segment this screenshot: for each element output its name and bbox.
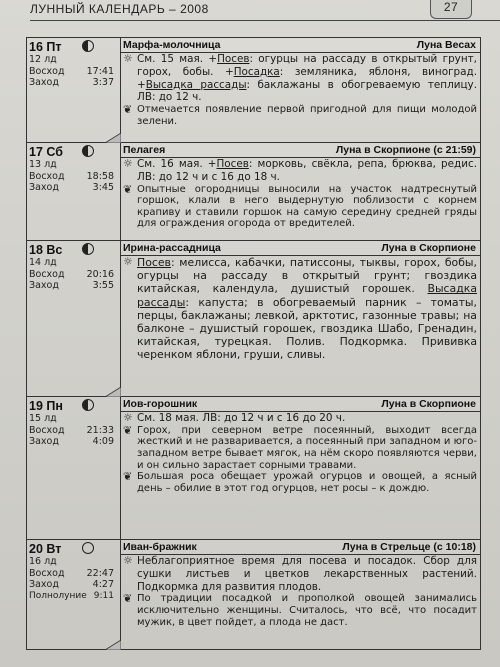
- moonrise: Восход 18:58: [29, 170, 114, 182]
- day-row: [27, 241, 481, 397]
- sun-icon: ☼: [123, 554, 133, 567]
- moonset: Заход 3:45: [29, 182, 114, 193]
- day-content-cell: [121, 540, 481, 650]
- moonset: Заход 4:09: [29, 436, 114, 447]
- day-content-cell: [121, 397, 481, 540]
- plant-icon: ❦: [123, 592, 133, 606]
- page-corner-icon: [105, 133, 121, 143]
- work-paragraph: ☼ Посев: мелисса, кабачки, патиссоны, тыквы, горох, бобы, огурцы на рассаду в открытый грунт; гвоздика китайская, календула, душистый горошек. Высадка рассады: капуста; в обогреваемый парник – томаты, перцы, баклажаны; левкой, арктотис, газонные травы; на балконе – душистый горошек, гвоздика Шабо, Гренадин, китайская, турецкая. Полив. Подкормка. Прививка черенком яблони, груши, сливы.: [123, 255, 477, 362]
- plant-icon: ❦: [123, 423, 133, 437]
- day-info-cell: [27, 38, 121, 143]
- moon-phase-icon: [82, 145, 94, 157]
- calendar-table: [26, 37, 481, 650]
- work-paragraph: ☼ Неблагоприятное время для посева и посадок. Сбор для сушки листьев и цветков лекарственных растений. Подкормка для развития плодов.: [123, 554, 477, 593]
- plant-icon: ❦: [123, 470, 133, 484]
- day-info-cell: [27, 241, 121, 397]
- day-content-cell: [121, 241, 481, 397]
- plant-icon: ❦: [123, 103, 133, 117]
- page-header: [30, 0, 500, 20]
- work-paragraph: ☼ См. 16 мая. +Посев: морковь, свёкла, репа, брюква, редис. ЛВ: до 12 ч и с 16 до 18 ч.: [123, 157, 477, 183]
- day-info-cell: [27, 540, 121, 650]
- day-label: 16 Пт: [27, 38, 120, 54]
- day-label: 18 Вс: [27, 241, 120, 257]
- lunar-day: 12 лд: [29, 54, 57, 65]
- folk-note: ❦ Опытные огородницы выносили на участок надтреснутый горшок, клали в него выдернутую поблизости с корнем крапиву и ставили горшок на самую середину средней гряды для ограждения огорода от вредителей.: [123, 182, 477, 230]
- page-corner-icon: [105, 640, 121, 650]
- day-info-cell: [27, 143, 121, 241]
- lunar-day: 14 лд: [29, 257, 57, 268]
- day-content-cell: [121, 38, 481, 143]
- day-label: 17 Сб: [27, 143, 120, 159]
- sun-icon: ☼: [123, 255, 133, 268]
- moonrise: Восход 22:47: [29, 567, 114, 579]
- saint-name: Иван-бражник: [123, 541, 197, 553]
- moonset: Заход 3:37: [29, 77, 114, 88]
- plant-icon: ❦: [123, 182, 133, 196]
- page-corner-icon: [105, 387, 121, 397]
- sun-icon: ☼: [123, 157, 133, 170]
- saint-name: Марфа-молочница: [123, 39, 221, 51]
- moon-phase-icon: [82, 399, 94, 411]
- lunar-day: 16 лд: [29, 556, 57, 567]
- day-label: 19 Пн: [27, 397, 120, 413]
- sun-icon: ☼: [123, 52, 133, 65]
- folk-note: ❦ Отмечается появление первой пригодной для пищи молодой зелени.: [123, 103, 477, 127]
- day-row: [27, 540, 481, 650]
- moon-sign: Луна в Скорпионе (с 21:59): [335, 144, 476, 156]
- moonrise: Восход 20:16: [29, 268, 114, 280]
- page-number: 27: [430, 0, 472, 19]
- saint-name: Ирина-рассадница: [123, 242, 221, 254]
- moon-sign: Луна в Скорпионе: [381, 242, 476, 254]
- work-paragraph: ☼ См. 15 мая. +Посев: огурцы на рассаду в открытый грунт, горох, бобы. +Посадка: земляника, яблоня, виноград. +Высадка рассады: баклажаны в обогреваемую теплицу. ЛВ: до 12 ч.: [123, 52, 477, 104]
- saint-name: Пелагея: [123, 144, 166, 156]
- day-row: [27, 38, 481, 143]
- folk-note: ❦ По традиции посадкой и прополкой овощей занимались исключительно женщины. Считалось, что всё, что посадит мужик, в цвет пойдет, а плода не даст.: [123, 592, 477, 628]
- work-paragraph: ☼ См. 18 мая. ЛВ: до 12 ч и с 16 до 20 ч.: [123, 411, 346, 424]
- folk-note: ❦ Большая роса обещает урожай огурцов и овощей, а ясный день – обилие в этот год огурцов, нет росы – к дождю.: [123, 470, 477, 494]
- saint-name: Иов-горошник: [123, 398, 198, 410]
- day-row: [27, 397, 481, 540]
- moonset: Заход 3:55: [29, 280, 114, 291]
- day-info-cell: [27, 397, 121, 540]
- moonrise: Восход 21:33: [29, 424, 114, 436]
- moonrise: Восход 17:41: [29, 65, 114, 77]
- day-content-cell: [121, 143, 481, 241]
- moon-sign: Луна Весах: [416, 39, 476, 51]
- day-row: [27, 143, 481, 241]
- header-rule: [30, 20, 500, 21]
- lunar-day: 13 лд: [29, 159, 57, 170]
- moon-phase-icon: [82, 40, 94, 52]
- full-moon-time: Полнолуние 9:11: [29, 590, 114, 601]
- moon-phase-icon: [82, 243, 94, 255]
- page-title: ЛУННЫЙ КАЛЕНДАРЬ – 2008: [30, 2, 209, 16]
- moon-phase-icon: [82, 542, 94, 554]
- sun-icon: ☼: [123, 411, 133, 424]
- lunar-day: 15 лд: [29, 413, 57, 424]
- moon-sign: Луна в Скорпионе: [381, 398, 476, 410]
- folk-note: ❦ Горох, при северном ветре посеянный, выходит всегда жесткий и не разваривается, а посеянный при западном и юго-западном ветре бывает мягок, на нём скоро появляются черви, и он сильно зарастает сорными травами.: [123, 423, 477, 471]
- moonset: Заход 4:27: [29, 579, 114, 590]
- moon-sign: Луна в Стрельце (с 10:18): [342, 541, 476, 553]
- day-label: 20 Вт: [27, 540, 120, 556]
